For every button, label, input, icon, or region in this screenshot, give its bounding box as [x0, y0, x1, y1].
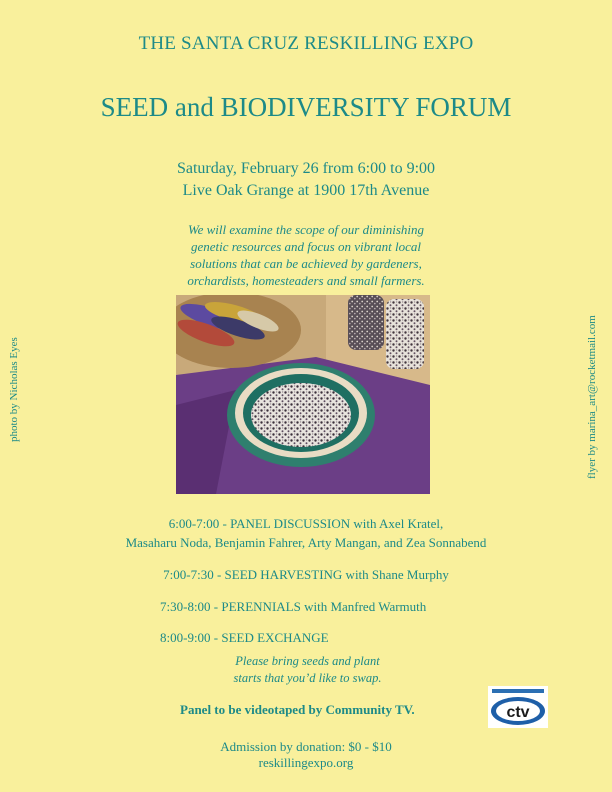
- videotape-notice: Panel to be videotaped by Community TV.: [180, 702, 415, 717]
- schedule-line: Masaharu Noda, Benjamin Fahrer, Arty Mangan, and Zea Sonnabend: [125, 535, 487, 550]
- seed-basket-photo: [176, 295, 430, 494]
- seed-swap-note: [200, 653, 415, 687]
- intro-paragraph: [0, 221, 612, 289]
- intro-line: We will examine the scope of our diminishing: [187, 222, 425, 237]
- forum-title: SEED and BIODIVERSITY FORUM: [100, 92, 512, 122]
- schedule-item-harvesting: 7:00-7:30 - SEED HARVESTING with Shane Murphy: [163, 567, 449, 582]
- schedule-item-panel: [0, 514, 612, 552]
- photo-credit: photo by Nicholas Eyes: [8, 337, 20, 443]
- event-date: Saturday, February 26 from 6:00 to 9:00: [176, 160, 436, 177]
- expo-title: THE SANTA CRUZ RESKILLING EXPO: [138, 33, 474, 54]
- seed-basket: [227, 363, 375, 467]
- seed-basket-illustration: [176, 295, 430, 494]
- schedule-item-exchange: 8:00-9:00 - SEED EXCHANGE: [160, 630, 329, 645]
- intro-line: genetic resources and focus on vibrant local: [190, 239, 422, 254]
- note-line: starts that you’d like to swap.: [233, 671, 382, 685]
- flyer-credit: flyer by marina_art@rocketmail.com: [586, 315, 598, 480]
- ctv-logo-icon: [488, 686, 548, 728]
- schedule-item-perennials: 7:30-8:00 - PERENNIALS with Manfred Warmuth: [160, 599, 427, 614]
- event-location: Live Oak Grange at 1900 17th Avenue: [182, 182, 430, 199]
- intro-line: orchardists, homesteaders and small farmers.: [187, 273, 425, 288]
- note-line: Please bring seeds and plant: [235, 654, 380, 668]
- ctv-logo-text: ctv: [506, 704, 530, 721]
- event-details: [0, 158, 612, 202]
- admission-price: Admission by donation: $0 - $10: [220, 739, 392, 754]
- website-link[interactable]: reskillingexpo.org: [258, 755, 354, 770]
- admission-info: [0, 739, 612, 771]
- intro-line: solutions that can be achieved by gardeners,: [190, 256, 422, 271]
- schedule-line: 6:00-7:00 - PANEL DISCUSSION with Axel Kratel,: [168, 516, 444, 531]
